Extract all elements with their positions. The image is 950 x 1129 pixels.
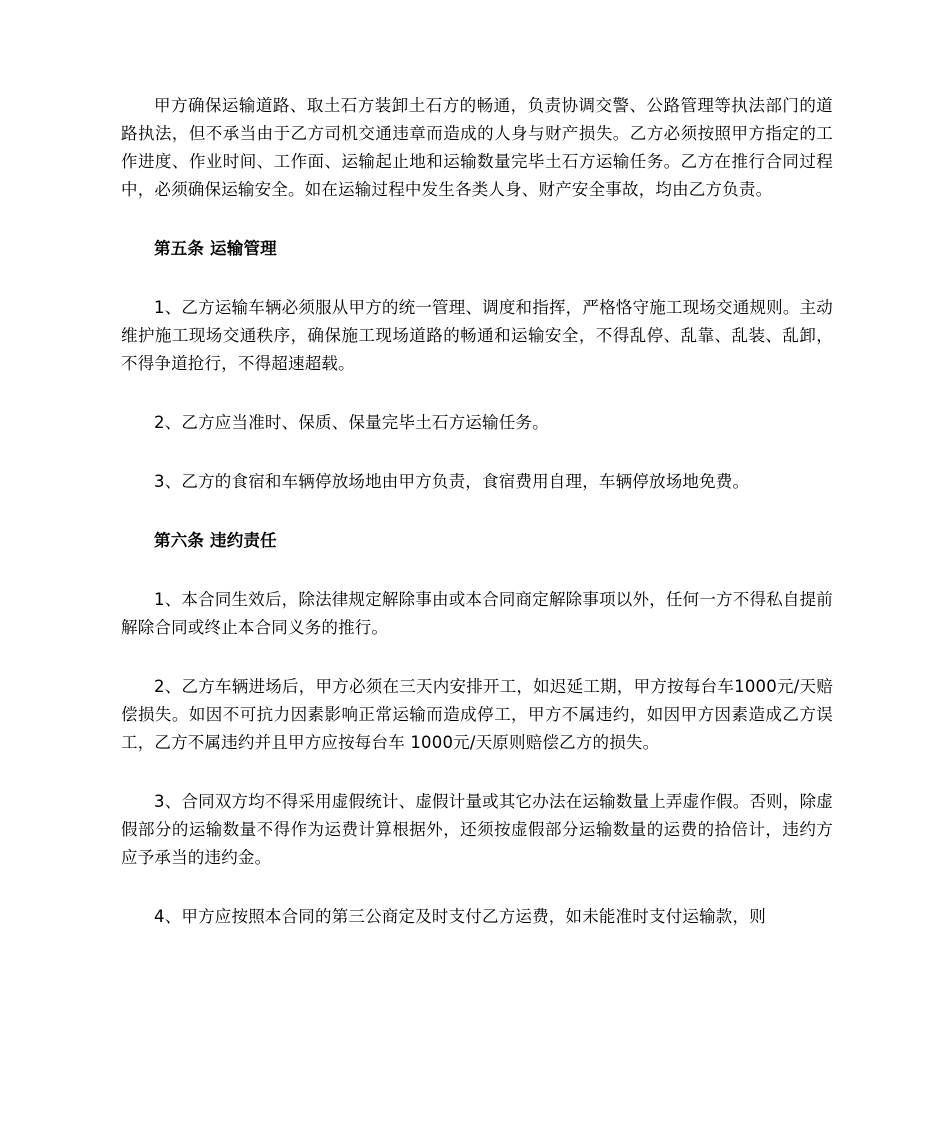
paragraph-article-5-item-2: 2、乙方应当准时、保质、保量完毕土石方运输任务。 — [154, 413, 549, 432]
paragraph-article-6-item-3: 3、合同双方均不得采用虚假统计、虚假计量或其它办法在运输数量上弄虚作假。否则，除虚假部分的运输数量不得作为运费计算根据外，还须按虚假部分运输数量的运费的拾倍计，违约方应予承当的违约金。 — [121, 792, 833, 867]
heading-article-5: 第五条 运输管理 — [154, 239, 277, 258]
paragraph-article-5-item-1: 1、乙方运输车辆必须服从甲方的统一管理、调度和指挥，严格恪守施工现场交通规则。主动维护施工现场交通秩序，确保施工现场道路的畅通和运输安全，不得乱停、乱靠、乱装、乱卸，不得争道抢行，不得超速超载。 — [121, 298, 833, 373]
paragraph-article-6-item-4: 4、甲方应按照本合同的第三公商定及时支付乙方运费，如未能准时支付运输款，则 — [154, 907, 766, 926]
paragraph-road-responsibility: 甲方确保运输道路、取土石方装卸土石方的畅通，负责协调交警、公路管理等执法部门的道路执法，但不承当由于乙方司机交通违章而造成的人身与财产损失。乙方必须按照甲方指定的工作进度、作业时间、工作面、运输起止地和运输数量完毕土石方运输任务。乙方在推行合同过程中，必须确保运输安全。如在运输过程中发生各类人身、财产安全事故，均由乙方负责。 — [121, 96, 833, 199]
document-page — [121, 92, 833, 931]
paragraph-article-6-item-2: 2、乙方车辆进场后，甲方必须在三天内安排开工，如迟延工期，甲方按每台车1000元/天赔偿损失。如因不可抗力因素影响正常运输而造成停工，甲方不属违约，如因甲方因素造成乙方误工，乙方不属违约并且甲方应按每台车 1000元/天原则赔偿乙方的损失。 — [121, 677, 833, 752]
paragraph-article-6-item-1: 1、本合同生效后，除法律规定解除事由或本合同商定解除事项以外，任何一方不得私自提前解除合同或终止本合同义务的推行。 — [121, 590, 833, 637]
paragraph-article-5-item-3: 3、乙方的食宿和车辆停放场地由甲方负责，食宿费用自理，车辆停放场地免费。 — [154, 472, 750, 491]
heading-article-6: 第六条 违约责任 — [154, 531, 277, 550]
